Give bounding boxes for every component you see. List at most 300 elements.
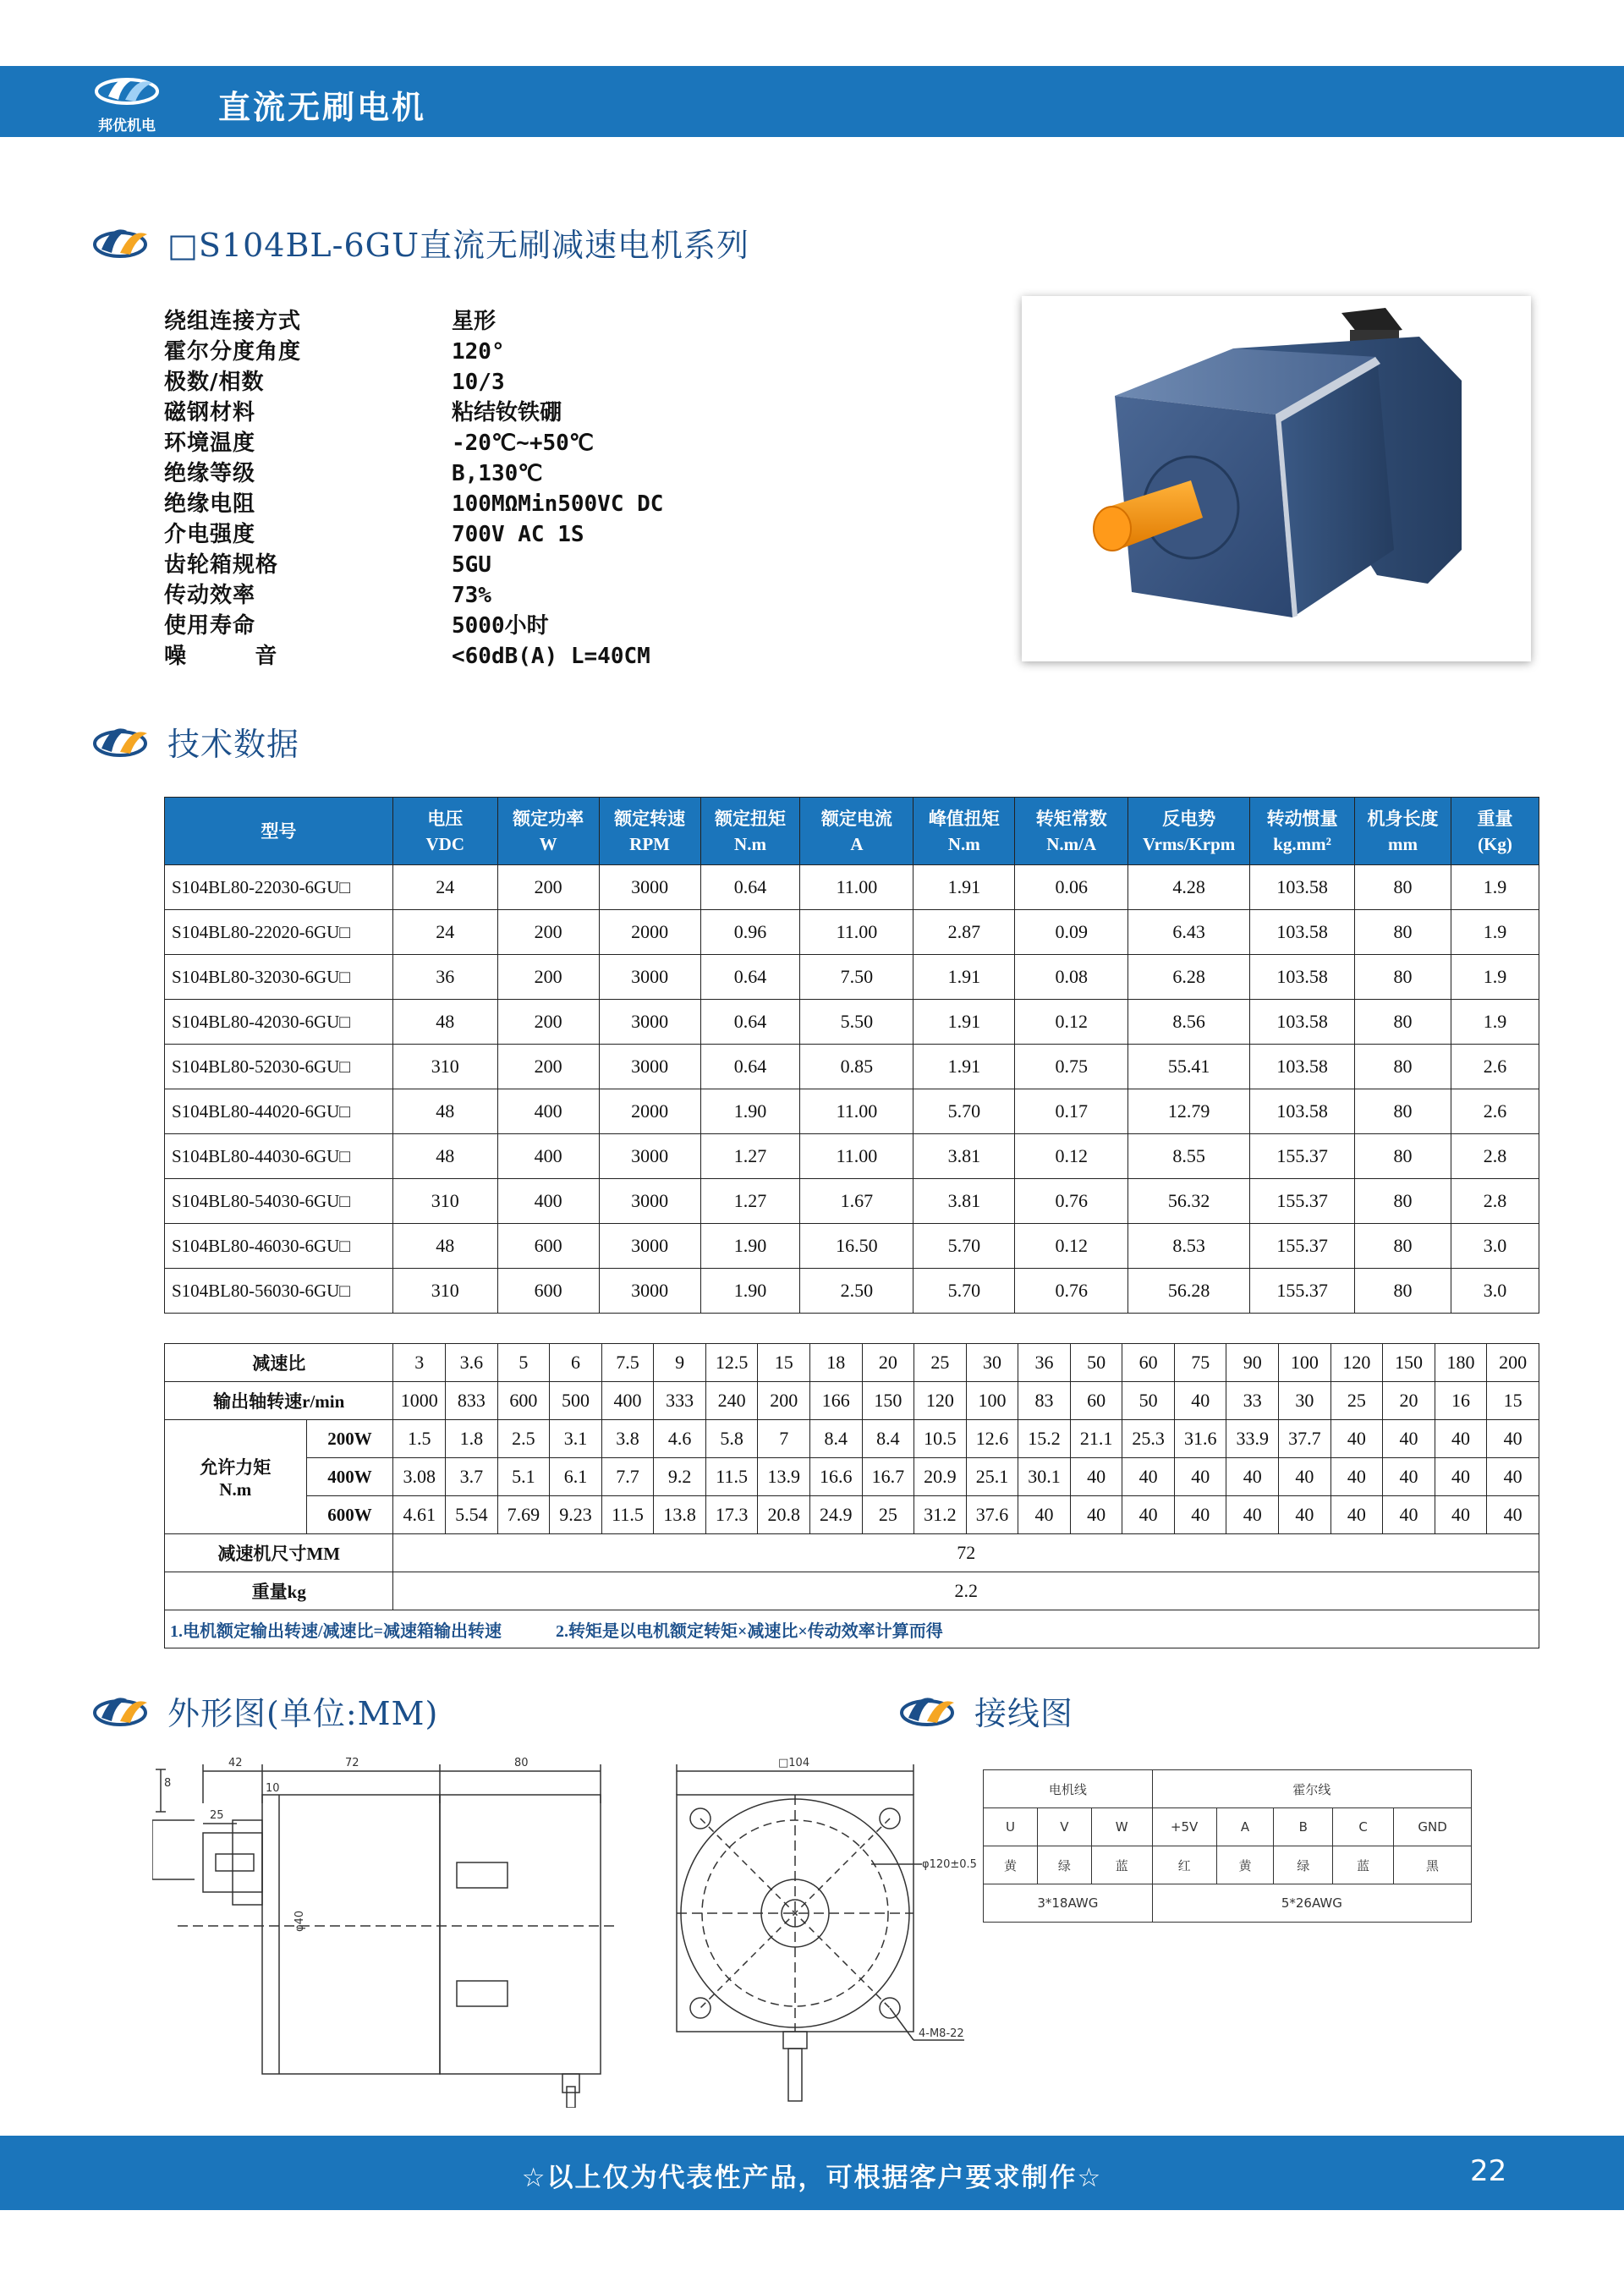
table-cell: A — [1216, 1808, 1274, 1846]
spec-row — [164, 519, 925, 550]
table-cell: 48 — [392, 1134, 497, 1179]
table-cell: 5.50 — [800, 1000, 914, 1045]
spec-label: 传动效率 — [164, 583, 256, 608]
table-cell: 6.43 — [1128, 910, 1250, 955]
table-cell: 7.7 — [601, 1458, 654, 1496]
product-photo — [1022, 296, 1531, 661]
header-unit: N.m — [734, 833, 766, 854]
table-cell: 333 — [654, 1382, 706, 1420]
table-row — [165, 1420, 1539, 1458]
table-cell: 0.09 — [1015, 910, 1128, 955]
table-cell: 11.00 — [800, 910, 914, 955]
table-cell: 红 — [1152, 1846, 1216, 1884]
table-cell: 15 — [758, 1344, 810, 1382]
table-cell: 40 — [1487, 1420, 1539, 1458]
table-cell: 56.28 — [1128, 1269, 1250, 1314]
table-cell: 0.64 — [700, 1000, 800, 1045]
table-cell: 80 — [1355, 910, 1451, 955]
table-cell: 103.58 — [1250, 1045, 1355, 1089]
table-cell: 200 — [758, 1382, 810, 1420]
tech-data-table — [164, 797, 1539, 1314]
table-cell: 16.7 — [862, 1458, 914, 1496]
table-cell: S104BL80-42030-6GU□ — [165, 1000, 393, 1045]
header-label: 峰值扭矩 — [928, 808, 1000, 829]
table-cell: 3 — [393, 1344, 446, 1382]
table-cell: 40 — [1174, 1382, 1226, 1420]
table-cell: 40 — [1383, 1458, 1435, 1496]
table-cell: 103.58 — [1250, 1000, 1355, 1045]
spec-row — [164, 550, 925, 580]
table-cell: 8.56 — [1128, 1000, 1250, 1045]
dimension-72: 72 — [345, 1757, 359, 1769]
table-cell: 200 — [497, 1000, 599, 1045]
outline-side-view — [152, 1753, 626, 2108]
spec-row — [164, 428, 925, 458]
table-cell: S104BL80-32030-6GU□ — [165, 955, 393, 1000]
table-cell: 103.58 — [1250, 910, 1355, 955]
table-row — [165, 1089, 1539, 1134]
table-cell: 24 — [392, 910, 497, 955]
table-cell: 1.91 — [914, 865, 1015, 910]
table-cell: 400 — [601, 1382, 654, 1420]
table-cell: 83 — [1018, 1382, 1071, 1420]
table-cell: 2000 — [599, 1089, 700, 1134]
spec-row — [164, 306, 925, 337]
table-cell: 1.27 — [700, 1134, 800, 1179]
table-cell: 8.4 — [809, 1420, 862, 1458]
table-cell: 3.81 — [914, 1179, 1015, 1224]
table-cell: 31.6 — [1174, 1420, 1226, 1458]
section-wiring — [897, 1685, 1073, 1736]
table-cell: 11.00 — [800, 865, 914, 910]
table-cell: 12.6 — [966, 1420, 1018, 1458]
spec-label: 绕组连接方式 — [164, 309, 302, 334]
dimension-25: 25 — [210, 1809, 224, 1822]
table-cell: 200 — [497, 865, 599, 910]
spec-value: -20℃~+50℃ — [452, 431, 594, 456]
table-cell: 40 — [1435, 1496, 1487, 1534]
spec-label: 霍尔分度角度 — [164, 339, 302, 365]
dimension-10: 10 — [266, 1782, 280, 1795]
table-cell: C — [1333, 1808, 1394, 1846]
table-cell: 25 — [1330, 1382, 1383, 1420]
table-cell: 重量kg — [165, 1572, 393, 1610]
table-cell: U — [984, 1808, 1038, 1846]
table-row — [165, 1179, 1539, 1224]
table-cell: B — [1274, 1808, 1333, 1846]
table-cell: 7.69 — [497, 1496, 550, 1534]
table-cell: 40 — [1487, 1458, 1539, 1496]
column-header — [700, 798, 800, 865]
table-cell: 2.8 — [1451, 1179, 1539, 1224]
table-cell: 11.00 — [800, 1089, 914, 1134]
table-cell: 600 — [497, 1224, 599, 1269]
gearbox-table — [164, 1343, 1539, 1648]
table-cell: 80 — [1355, 1269, 1451, 1314]
table-cell: 1.5 — [393, 1420, 446, 1458]
table-cell: 0.75 — [1015, 1045, 1128, 1089]
table-cell: 103.58 — [1250, 1089, 1355, 1134]
table-cell: 2.6 — [1451, 1045, 1539, 1089]
table-cell: 60 — [1070, 1382, 1122, 1420]
table-cell: 200 — [497, 910, 599, 955]
table-cell: 0.08 — [1015, 955, 1128, 1000]
table-cell: 33 — [1226, 1382, 1279, 1420]
table-cell: 155.37 — [1250, 1179, 1355, 1224]
table-cell: 0.06 — [1015, 865, 1128, 910]
brand-name: 邦优机电 — [98, 118, 156, 134]
table-cell: 0.76 — [1015, 1179, 1128, 1224]
dimension-holes: 4-M8-22 — [919, 2027, 964, 2040]
table-cell: 7.5 — [601, 1344, 654, 1382]
table-cell: 33.9 — [1226, 1420, 1279, 1458]
table-cell: 1000 — [393, 1382, 446, 1420]
table-cell: 36 — [392, 955, 497, 1000]
table-cell: 56.32 — [1128, 1179, 1250, 1224]
spec-value: 73% — [452, 583, 491, 608]
table-row — [165, 1572, 1539, 1610]
table-cell: 80 — [1355, 1089, 1451, 1134]
table-cell: 48 — [392, 1000, 497, 1045]
table-row — [165, 1224, 1539, 1269]
table-cell: 6.1 — [550, 1458, 602, 1496]
table-cell: 16.50 — [800, 1224, 914, 1269]
table-cell: 2.87 — [914, 910, 1015, 955]
header-unit: RPM — [629, 833, 670, 854]
table-cell: 48 — [392, 1089, 497, 1134]
table-cell: 20 — [862, 1344, 914, 1382]
table-cell: 1.9 — [1451, 865, 1539, 910]
table-cell: S104BL80-52030-6GU□ — [165, 1045, 393, 1089]
table-cell: 80 — [1355, 1000, 1451, 1045]
spec-label: 环境温度 — [164, 431, 256, 456]
header-unit: Vrms/Krpm — [1143, 833, 1236, 854]
header-title: 直流无刷电机 — [218, 89, 427, 126]
spec-row — [164, 580, 925, 611]
dimension-42: 42 — [228, 1757, 243, 1769]
table-cell: 3.6 — [446, 1344, 498, 1382]
table-cell: 9 — [654, 1344, 706, 1382]
table-cell: 5.70 — [914, 1269, 1015, 1314]
table-cell: 80 — [1355, 1134, 1451, 1179]
torque-unit: N.m — [219, 1478, 252, 1500]
table-cell: 8.55 — [1128, 1134, 1250, 1179]
table-cell: 25.1 — [966, 1458, 1018, 1496]
table-cell: 4.28 — [1128, 865, 1250, 910]
table-cell: 8.53 — [1128, 1224, 1250, 1269]
table-cell: S104BL80-22020-6GU□ — [165, 910, 393, 955]
table-cell: 3*18AWG — [984, 1884, 1153, 1923]
table-cell: 5 — [497, 1344, 550, 1382]
table-cell: GND — [1394, 1808, 1472, 1846]
table-cell: 200W — [306, 1420, 393, 1458]
table-cell: 100 — [966, 1382, 1018, 1420]
spec-value: 5000小时 — [452, 613, 549, 639]
table-cell: 310 — [392, 1179, 497, 1224]
table-cell: 1.91 — [914, 955, 1015, 1000]
spec-list — [164, 306, 925, 672]
table-cell: 2.2 — [393, 1572, 1539, 1610]
spec-row — [164, 337, 925, 367]
table-cell: 40 — [1330, 1420, 1383, 1458]
header-unit: A — [850, 833, 864, 854]
section-tech-data — [90, 716, 299, 766]
table-row — [984, 1846, 1472, 1884]
table-cell: 3000 — [599, 1224, 700, 1269]
table-cell: 40 — [1330, 1458, 1383, 1496]
table-cell: 25 — [914, 1344, 967, 1382]
table-row — [165, 910, 1539, 955]
table-row — [165, 1000, 1539, 1045]
header-unit: N.m/A — [1046, 833, 1097, 854]
table-cell: 9.23 — [550, 1496, 602, 1534]
table-cell: 20.8 — [758, 1496, 810, 1534]
table-cell: 155.37 — [1250, 1134, 1355, 1179]
table-cell: 1.90 — [700, 1089, 800, 1134]
table-cell: 200 — [497, 955, 599, 1000]
table-cell: 50 — [1122, 1382, 1175, 1420]
table-cell: 80 — [1355, 955, 1451, 1000]
table-cell: 30.1 — [1018, 1458, 1071, 1496]
table-row — [984, 1884, 1472, 1923]
table-cell: S104BL80-44020-6GU□ — [165, 1089, 393, 1134]
spec-label: 介电强度 — [164, 522, 256, 547]
table-cell: 蓝 — [1091, 1846, 1152, 1884]
table-cell: 48 — [392, 1224, 497, 1269]
table-cell: 3000 — [599, 1045, 700, 1089]
column-header — [800, 798, 914, 865]
table-cell: 13.9 — [758, 1458, 810, 1496]
table-cell: 20 — [1383, 1382, 1435, 1420]
table-cell: 5.70 — [914, 1089, 1015, 1134]
table-cell: 2.8 — [1451, 1134, 1539, 1179]
table-cell: 24.9 — [809, 1496, 862, 1534]
dimension-80: 80 — [514, 1757, 529, 1769]
series-title — [90, 217, 749, 267]
header-unit: mm — [1388, 833, 1418, 854]
table-cell: 0.64 — [700, 1045, 800, 1089]
table-cell: 黑 — [1394, 1846, 1472, 1884]
table-cell: 400 — [497, 1134, 599, 1179]
page-header — [0, 66, 1624, 137]
header-label: 额定功率 — [513, 808, 584, 829]
table-cell — [165, 1420, 307, 1534]
table-cell: 40 — [1070, 1458, 1122, 1496]
column-header — [1250, 798, 1355, 865]
gear-motor-image — [1022, 296, 1531, 661]
column-header — [599, 798, 700, 865]
table-cell: 1.90 — [700, 1224, 800, 1269]
table-cell: 150 — [862, 1382, 914, 1420]
table-cell: 17.3 — [705, 1496, 758, 1534]
spec-row — [164, 489, 925, 519]
table-cell: 0.76 — [1015, 1269, 1128, 1314]
header-label: 机身长度 — [1367, 808, 1439, 829]
spec-row — [164, 641, 925, 672]
table-cell: 30 — [966, 1344, 1018, 1382]
table-cell: 3.08 — [393, 1458, 446, 1496]
table-cell: 3000 — [599, 1179, 700, 1224]
table-row — [165, 1496, 1539, 1534]
table-cell: 2.6 — [1451, 1089, 1539, 1134]
header-label: 额定扭矩 — [715, 808, 786, 829]
section-logo-icon — [90, 716, 156, 765]
spec-row — [164, 367, 925, 398]
table-cell: 0.64 — [700, 865, 800, 910]
column-header — [914, 798, 1015, 865]
spec-row — [164, 458, 925, 489]
spec-value: <60dB(A) L=40CM — [452, 644, 650, 669]
table-cell: 100 — [1279, 1344, 1331, 1382]
table-cell: 200 — [497, 1045, 599, 1089]
table-cell: 40 — [1122, 1458, 1175, 1496]
spec-value: 100MΩMin500VC DC — [452, 491, 664, 517]
table-cell: 5.70 — [914, 1224, 1015, 1269]
table-cell: 40 — [1122, 1496, 1175, 1534]
table-cell: 600W — [306, 1496, 393, 1534]
table-cell: 7.50 — [800, 955, 914, 1000]
table-cell: S104BL80-56030-6GU□ — [165, 1269, 393, 1314]
section-title: 接线图 — [974, 1694, 1074, 1732]
wiring-table — [983, 1769, 1472, 1923]
table-cell: 绿 — [1274, 1846, 1333, 1884]
table-cell: 7 — [758, 1420, 810, 1458]
table-cell: 400 — [497, 1179, 599, 1224]
table-cell: 30 — [1279, 1382, 1331, 1420]
table-cell: 40 — [1226, 1496, 1279, 1534]
header-label: 转动惯量 — [1266, 808, 1338, 829]
table-cell: 40 — [1383, 1420, 1435, 1458]
table-row — [165, 955, 1539, 1000]
column-header — [1128, 798, 1250, 865]
table-cell: 绿 — [1037, 1846, 1091, 1884]
spec-label: 磁钢材料 — [164, 400, 256, 425]
table-cell: 3000 — [599, 1000, 700, 1045]
table-cell: 40 — [1435, 1420, 1487, 1458]
table-cell: 3.0 — [1451, 1224, 1539, 1269]
table-cell: 0.12 — [1015, 1224, 1128, 1269]
table-cell: 2.50 — [800, 1269, 914, 1314]
spec-value: 10/3 — [452, 370, 505, 395]
header-unit: W — [539, 833, 557, 854]
page-footer — [0, 2136, 1624, 2210]
table-cell: 1.67 — [800, 1179, 914, 1224]
table-cell: 0.12 — [1015, 1134, 1128, 1179]
table-cell: 120 — [914, 1382, 967, 1420]
table-cell: 11.5 — [601, 1496, 654, 1534]
table-cell: 9.2 — [654, 1458, 706, 1496]
table-cell: 5.1 — [497, 1458, 550, 1496]
table-cell: 240 — [705, 1382, 758, 1420]
column-header — [1355, 798, 1451, 865]
table-row — [165, 1344, 1539, 1382]
table-cell: 40 — [1174, 1496, 1226, 1534]
table-cell: 13.8 — [654, 1496, 706, 1534]
section-logo-icon — [90, 1686, 156, 1735]
table-cell: 10.5 — [914, 1420, 967, 1458]
page-number: 22 — [1470, 2154, 1507, 2188]
table-row — [984, 1770, 1472, 1808]
header-unit: VDC — [425, 833, 465, 854]
table-cell: 1.9 — [1451, 910, 1539, 955]
table-cell: 12.79 — [1128, 1089, 1250, 1134]
table-cell: 500 — [550, 1382, 602, 1420]
table-cell: +5V — [1152, 1808, 1216, 1846]
table-cell: 40 — [1279, 1496, 1331, 1534]
table-cell: 180 — [1435, 1344, 1487, 1382]
table-cell: 3000 — [599, 865, 700, 910]
section-title: 技术数据 — [167, 725, 300, 763]
table-cell: S104BL80-22030-6GU□ — [165, 865, 393, 910]
torque-label: 允许力矩 — [200, 1456, 272, 1478]
footer-note: ☆以上仅为代表性产品，可根据客户要求制作☆ — [521, 2163, 1103, 2193]
section-title: 外形图(单位:MM) — [167, 1694, 439, 1732]
table-cell: 103.58 — [1250, 865, 1355, 910]
table-row — [165, 1610, 1539, 1648]
table-cell: 80 — [1355, 1224, 1451, 1269]
header-label: 重量 — [1477, 808, 1513, 829]
table-row — [165, 1134, 1539, 1179]
table-cell: 0.96 — [700, 910, 800, 955]
table-cell: 3000 — [599, 1134, 700, 1179]
table-cell: 40 — [1174, 1458, 1226, 1496]
dimension-8: 8 — [164, 1777, 172, 1790]
spec-label: 极数/相数 — [164, 370, 265, 395]
table-cell: 5.8 — [705, 1420, 758, 1458]
table-cell: 3.81 — [914, 1134, 1015, 1179]
table-cell: 3.1 — [550, 1420, 602, 1458]
spec-label: 齿轮箱规格 — [164, 552, 279, 578]
table-cell: 输出轴转速r/min — [165, 1382, 393, 1420]
table-cell: 120 — [1330, 1344, 1383, 1382]
table-cell: 6 — [550, 1344, 602, 1382]
dimension-sq104: □104 — [778, 1757, 810, 1769]
table-cell: W — [1091, 1808, 1152, 1846]
section-logo-icon — [897, 1686, 963, 1735]
header-label: 反电势 — [1162, 808, 1216, 829]
table-cell: 3000 — [599, 1269, 700, 1314]
header-label: 额定电流 — [820, 808, 892, 829]
table-cell: 50 — [1070, 1344, 1122, 1382]
table-cell: 40 — [1487, 1496, 1539, 1534]
spec-row — [164, 398, 925, 428]
table-cell: 200 — [1487, 1344, 1539, 1382]
table-cell: 80 — [1355, 865, 1451, 910]
table-cell: 8.4 — [862, 1420, 914, 1458]
table-cell: 400 — [497, 1089, 599, 1134]
table-cell: 减速机尺寸MM — [165, 1534, 393, 1572]
header-unit: N.m — [947, 833, 980, 854]
table-cell: 310 — [392, 1269, 497, 1314]
table-cell: 0.64 — [700, 955, 800, 1000]
table-cell: 25.3 — [1122, 1420, 1175, 1458]
spec-row — [164, 611, 925, 641]
table-cell: 80 — [1355, 1179, 1451, 1224]
table-cell: 12.5 — [705, 1344, 758, 1382]
table-cell: 16.6 — [809, 1458, 862, 1496]
table-cell: S104BL80-46030-6GU□ — [165, 1224, 393, 1269]
table-cell — [165, 1610, 1539, 1648]
table-cell: 40 — [1383, 1496, 1435, 1534]
table-cell: 2.5 — [497, 1420, 550, 1458]
table-cell: 11.00 — [800, 1134, 914, 1179]
table-row — [165, 865, 1539, 910]
table-cell: 600 — [497, 1382, 550, 1420]
spec-label: 绝缘电阻 — [164, 491, 256, 517]
column-header — [165, 798, 393, 865]
brand-logo — [85, 66, 169, 137]
table-cell: 155.37 — [1250, 1269, 1355, 1314]
